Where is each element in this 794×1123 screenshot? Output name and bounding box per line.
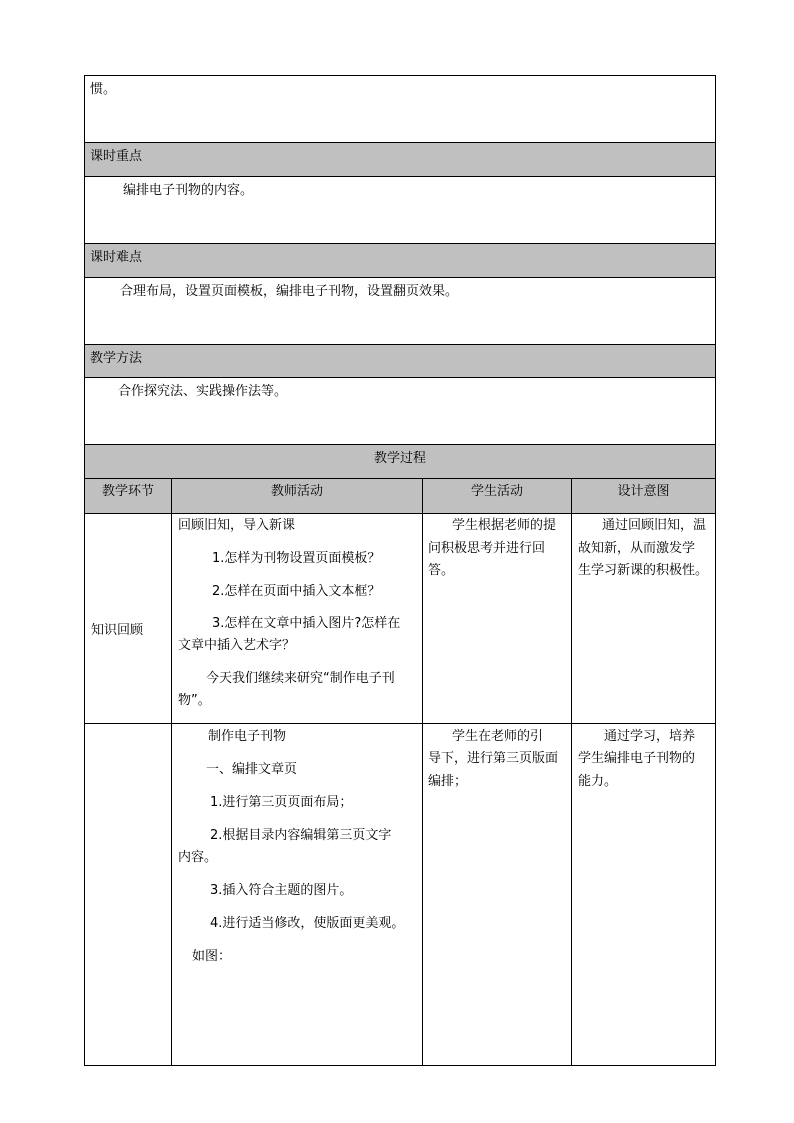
teacher-line: 内容。 xyxy=(178,850,218,865)
rule xyxy=(84,1065,716,1066)
teacher-line: 3.怎样在文章中插入图片?怎样在 xyxy=(212,616,401,631)
teacher-line: 2.根据目录内容编辑第三页文字 xyxy=(210,828,392,843)
rule xyxy=(84,513,716,514)
student-line: 答。 xyxy=(428,563,455,578)
rule xyxy=(84,142,716,143)
continued-text: 惯。 xyxy=(90,82,117,97)
column-header-student: 学生活动 xyxy=(470,484,523,499)
rule xyxy=(171,478,172,1066)
rule xyxy=(84,75,716,76)
section-header-difficulty: 课时难点 xyxy=(90,250,143,265)
rule xyxy=(84,478,716,479)
column-header-intent: 设计意图 xyxy=(617,484,670,499)
section-band-2 xyxy=(85,243,715,277)
rule xyxy=(84,243,716,244)
rule xyxy=(715,75,716,1066)
column-header-stage: 教学环节 xyxy=(101,484,154,499)
section-header-method: 教学方法 xyxy=(90,351,143,366)
process-title: 教学过程 xyxy=(373,451,426,466)
section-content-difficulty: 合理布局，设置页面模板，编排电子刊物，设置翻页效果。 xyxy=(120,284,459,299)
rule xyxy=(84,176,716,177)
teacher-line: 今天我们继续来研究“制作电子刊 xyxy=(206,671,395,686)
teacher-line: 物”。 xyxy=(178,693,211,708)
rule xyxy=(84,377,716,378)
rule xyxy=(84,344,716,345)
rule xyxy=(84,277,716,278)
teacher-line: 1.怎样为刊物设置页面模板？ xyxy=(212,551,381,566)
rule xyxy=(84,75,85,1066)
section-content-focus: 编排电子刊物的内容。 xyxy=(123,183,254,198)
rule xyxy=(84,723,716,724)
teacher-line: 文章中插入艺术字？ xyxy=(178,638,296,653)
teacher-line: 回顾旧知，导入新课 xyxy=(178,518,296,533)
teacher-line: 3.插入符合主题的图片。 xyxy=(210,883,353,898)
intent-line: 能力。 xyxy=(578,774,618,789)
column-header-teacher: 教师活动 xyxy=(270,484,323,499)
intent-line: 故知新，从而激发学 xyxy=(578,541,696,556)
teacher-line: 制作电子刊物 xyxy=(208,729,287,744)
section-band-3 xyxy=(85,344,715,377)
intent-line: 学生编排电子刊物的 xyxy=(578,751,696,766)
intent-line: 通过回顾旧知，温 xyxy=(602,518,707,533)
teacher-line: 如图： xyxy=(192,949,232,964)
section-header-focus: 课时重点 xyxy=(90,149,143,164)
rule xyxy=(571,478,572,1066)
student-line: 编排； xyxy=(428,774,468,789)
teacher-line: 4.进行适当修改，使版面更美观。 xyxy=(210,916,405,931)
stage-cell: 知识回顾 xyxy=(91,623,144,638)
rule xyxy=(84,444,716,445)
section-band-1 xyxy=(85,142,715,176)
teacher-line: 2.怎样在页面中插入文本框？ xyxy=(212,584,381,599)
student-line: 问积极思考并进行回 xyxy=(428,541,546,556)
section-content-method: 合作探究法、实践操作法等。 xyxy=(118,384,288,399)
teacher-line: 一、编排文章页 xyxy=(206,762,298,777)
student-line: 学生根据老师的提 xyxy=(452,518,557,533)
rule xyxy=(422,478,423,1066)
intent-line: 通过学习，培养 xyxy=(604,729,696,744)
student-line: 导下，进行第三页版面 xyxy=(428,751,559,766)
teacher-line: 1.进行第三页页面布局； xyxy=(210,795,353,810)
intent-line: 生学习新课的积极性。 xyxy=(578,563,709,578)
student-line: 学生在老师的引 xyxy=(452,729,544,744)
